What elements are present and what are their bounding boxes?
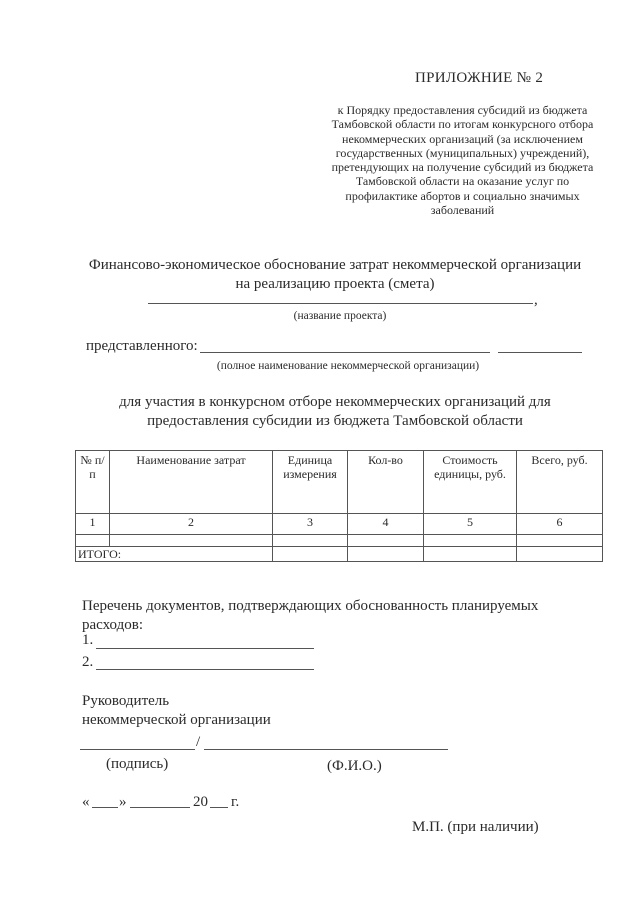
organization-caption: (полное наименование некоммерческой организации)	[216, 360, 480, 372]
date-year-field[interactable]	[210, 807, 228, 808]
full-name-field[interactable]	[204, 749, 448, 750]
appendix-title: ПРИЛОЖНИЕ № 2	[415, 70, 544, 86]
organization-label: представленного:	[86, 338, 198, 354]
document-item-number-1: 1.	[82, 632, 94, 648]
total-value-cell[interactable]	[517, 547, 603, 562]
column-number-1: 1	[76, 514, 110, 535]
signature-role-line-2: некоммерческой организации	[82, 712, 271, 728]
table-cell[interactable]	[424, 535, 517, 547]
main-title-line-2: на реализацию проекта (смета)	[235, 276, 435, 292]
date-year-suffix: г.	[231, 794, 240, 810]
table-cell[interactable]	[273, 547, 348, 562]
main-title	[70, 256, 600, 294]
column-number-5: 5	[424, 514, 517, 535]
table-row[interactable]	[76, 535, 603, 547]
purpose-line-1: для участия в конкурсном отборе некоммерческих организаций для	[119, 394, 551, 410]
project-name-field[interactable]	[148, 303, 533, 304]
signature-role-line-1: Руководитель	[82, 693, 170, 709]
purpose-text	[70, 393, 600, 431]
document-item-field-2[interactable]	[96, 669, 314, 670]
table-cell[interactable]	[424, 547, 517, 562]
header-quantity: Кол-во	[348, 451, 424, 514]
column-number-6: 6	[517, 514, 603, 535]
header-unit-cost: Стоимость единицы, руб.	[424, 451, 517, 514]
signature-separator: /	[196, 734, 201, 750]
table-number-row	[76, 514, 603, 535]
date-open-quote: «	[82, 794, 90, 810]
header-total: Всего, руб.	[517, 451, 603, 514]
project-name-comma: ,	[534, 292, 538, 308]
document-item-number-2: 2.	[82, 654, 94, 670]
date-day-field[interactable]	[92, 807, 118, 808]
table-cell[interactable]	[110, 535, 273, 547]
full-name-caption: (Ф.И.О.)	[327, 758, 382, 774]
table-cell[interactable]	[517, 535, 603, 547]
signature-caption: (подпись)	[106, 756, 169, 772]
project-name-caption: (название проекта)	[293, 310, 387, 322]
header-cost-name: Наименование затрат	[110, 451, 273, 514]
table-cell[interactable]	[348, 547, 424, 562]
signature-role	[82, 692, 271, 730]
cost-table	[75, 450, 603, 562]
table-cell[interactable]	[76, 535, 110, 547]
date-year-prefix: 20	[193, 794, 208, 810]
date-month-field[interactable]	[130, 807, 190, 808]
date-close-quote: »	[119, 794, 127, 810]
column-number-3: 3	[273, 514, 348, 535]
appendix-note: к Порядку предоставления субсидий из бюджета Тамбовской области по итогам конкурсного отбора некоммерческих организаций (за исключением государственных (муниципальных) учреждений), претендующих на получение субсидий из бюджета Тамбовской области на оказание услуг по профилактике абортов и социально значимых заболеваний	[331, 103, 594, 218]
header-number: № п/п	[76, 451, 110, 514]
organization-name-field[interactable]	[200, 352, 490, 353]
table-cell[interactable]	[273, 535, 348, 547]
total-label: ИТОГО:	[76, 547, 273, 562]
column-number-4: 4	[348, 514, 424, 535]
header-unit: Единица измерения	[273, 451, 348, 514]
table-total-row	[76, 547, 603, 562]
stamp-note: М.П. (при наличии)	[412, 819, 539, 835]
signature-field[interactable]	[80, 749, 195, 750]
column-number-2: 2	[110, 514, 273, 535]
purpose-line-2: предоставления субсидии из бюджета Тамбовской области	[147, 413, 523, 429]
documents-title: Перечень документов, подтверждающих обоснованность планируемых расходов:	[82, 598, 539, 633]
main-title-line-1: Финансово-экономическое обоснование затрат некоммерческой организации	[88, 257, 582, 273]
organization-name-field-extra[interactable]	[498, 352, 582, 353]
table-cell[interactable]	[348, 535, 424, 547]
table-header-row	[76, 451, 603, 514]
document-item-field-1[interactable]	[96, 648, 314, 649]
